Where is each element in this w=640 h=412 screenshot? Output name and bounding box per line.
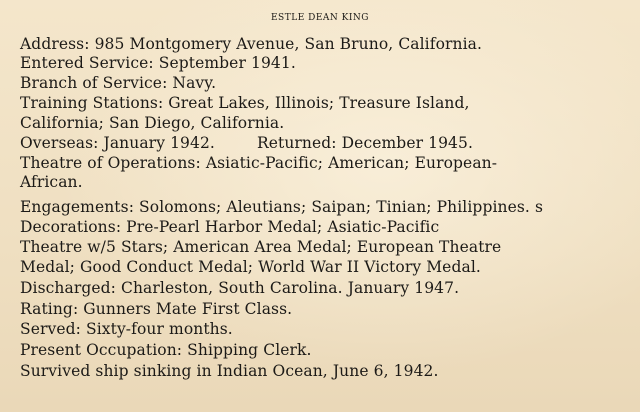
branch-of-service-line: Branch of Service: Navy. <box>20 74 217 92</box>
returned-text: Returned: December 1945. <box>256 134 474 152</box>
engagements-line: Engagements: Solomons; Aleutians; Saipan; Tinian; Philippines. s <box>20 198 544 216</box>
rating-line: Rating: Gunners Mate First Class. <box>20 300 293 318</box>
survival-note-line: Survived ship sinking in Indian Ocean, June 6, 1942. <box>20 362 439 380</box>
decorations-line-3: Medal; Good Conduct Medal; World War II Victory Medal. <box>20 258 481 276</box>
present-occupation-line: Present Occupation: Shipping Clerk. <box>20 341 312 359</box>
decorations-line-2: Theatre w/5 Stars; American Area Medal; European Theatre <box>20 238 502 256</box>
theatre-of-operations-line-2: African. <box>20 173 83 191</box>
address-line: Address: 985 Montgomery Avenue, San Bruno, California. <box>20 35 483 53</box>
training-stations-line-2: California; San Diego, California. <box>20 114 285 132</box>
overseas-text: Overseas: January 1942. <box>20 134 215 152</box>
decorations-line-1: Decorations: Pre-Pearl Harbor Medal; Asiatic-Pacific <box>20 218 440 236</box>
entered-service-line: Entered Service: September 1941. <box>20 54 296 72</box>
served-line: Served: Sixty-four months. <box>20 320 233 338</box>
overseas-returned-line <box>20 134 473 152</box>
record-title-name: ESTLE DEAN KING <box>270 13 369 23</box>
theatre-of-operations-line-1: Theatre of Operations: Asiatic-Pacific; American; European- <box>20 154 498 172</box>
training-stations-line-1: Training Stations: Great Lakes, Illinois; Treasure Island, <box>20 94 470 112</box>
discharged-line: Discharged: Charleston, South Carolina. January 1947. <box>20 279 460 297</box>
